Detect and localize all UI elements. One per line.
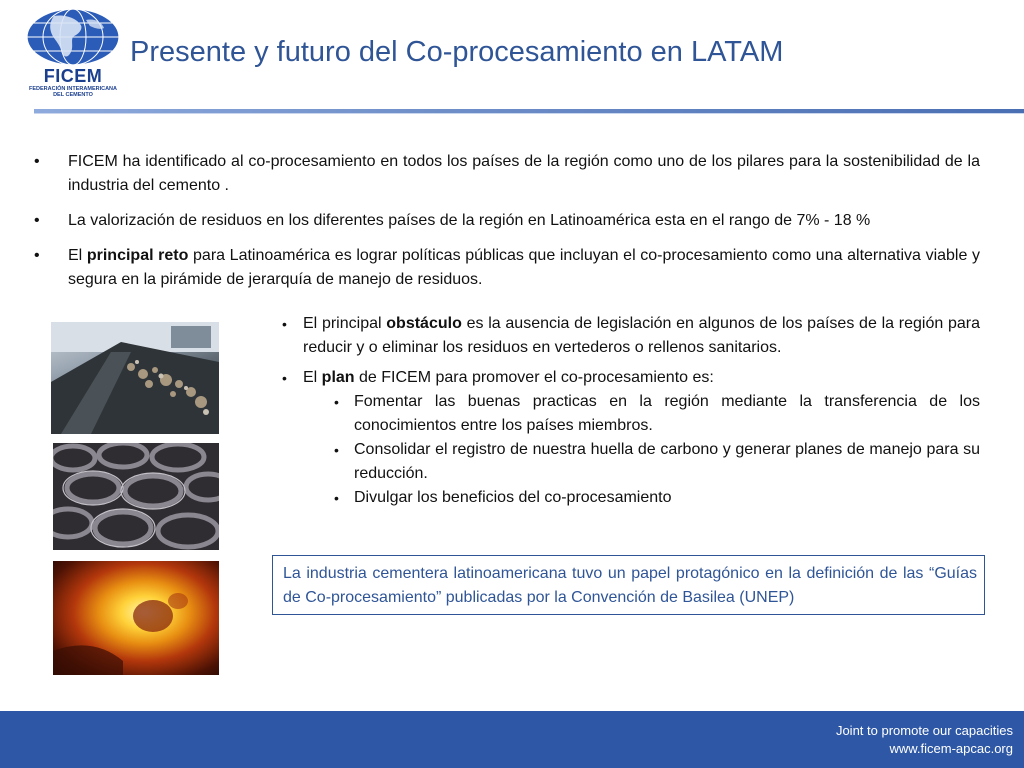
sub-bullet-text-pre: El [303,369,322,386]
footer-url: www.ficem-apcac.org [889,741,1013,756]
title-divider [34,109,1024,114]
bullet-dot: • [334,442,339,458]
bullet-dot: • [334,490,339,506]
footer-text [836,722,1013,758]
callout-box: La industria cementera latinoamericana tuvo un papel protagónico en la definición de las “Guías de Co-procesamiento” publicadas por la Convención de Basilea (UNEP) [272,555,985,615]
plan-item-text: Consolidar el registro de nuestra huella de carbono y generar planes de manejo para su reducción. [354,441,980,482]
plan-item [282,486,980,510]
bullet-item [32,209,980,233]
bullet-text: FICEM ha identificado al co-procesamiento en todos los países de la región como uno de los pilares para la sostenibilidad de la industria del cemento . [68,153,980,194]
sub-bullet-text-bold: obstáculo [386,315,462,332]
sub-bullet-item [282,366,980,390]
logo-subtitle [24,86,122,98]
logo-wordmark: FICEM [43,66,103,86]
bullet-dot: • [34,247,40,264]
globe-icon [24,6,122,68]
ficem-logo [24,6,122,98]
plan-item [282,390,980,438]
plan-item-text: Divulgar los beneficios del co-procesamiento [354,489,672,506]
bullet-dot: • [282,370,287,386]
bullet-text-post: para Latinoamérica es lograr políticas públicas que incluyan el co-procesamiento como una alternativa viable y segura en la pirámide de jerarquía de manejo de residuos. [68,247,981,288]
kiln-flame-photo [53,561,219,675]
bullet-item [32,244,980,292]
bullet-dot: • [34,212,40,229]
footer-tagline: Joint to promote our capacities [835,723,1013,738]
plan-item-text: Fomentar las buenas practicas en la región mediante la transferencia de los conocimientos entre los países miembros. [354,393,980,434]
bullet-text-pre: El [68,247,87,264]
sub-bullet-text-pre: El principal [303,315,387,332]
bullet-dot: • [282,316,287,332]
sub-bullet-text-bold: plan [321,369,355,386]
sub-bullet-text-post: de FICEM para promover el co-procesamiento es: [354,369,714,386]
bullet-dot: • [334,394,339,410]
secondary-bullet-list [282,312,980,510]
plan-item [282,438,980,486]
plan-item-list [282,390,980,510]
sub-bullet-item [282,312,980,360]
slide-title: Presente y futuro del Co-procesamiento en LATAM [130,36,784,68]
logo-subtitle-line2: DEL CEMENTO [53,92,93,98]
sub-bullet-text-post: es la ausencia de legislación en algunos de los países de la región para reducir y o eliminar los residuos en vertederos o rellenos sanitarios. [303,315,981,356]
footer-bar [0,711,1024,768]
bullet-dot: • [34,153,40,170]
conveyor-waste-photo [51,322,219,434]
bullet-text: La valorización de residuos en los diferentes países de la región en Latinoamérica esta en el rango de 7% - 18 % [68,212,871,229]
bullet-item [32,150,980,198]
tires-photo [53,443,219,550]
logo-subtitle-line1: FEDERACIÓN INTERAMERICANA [29,86,117,92]
main-bullet-list [32,150,980,303]
bullet-text-bold: principal reto [86,247,189,264]
